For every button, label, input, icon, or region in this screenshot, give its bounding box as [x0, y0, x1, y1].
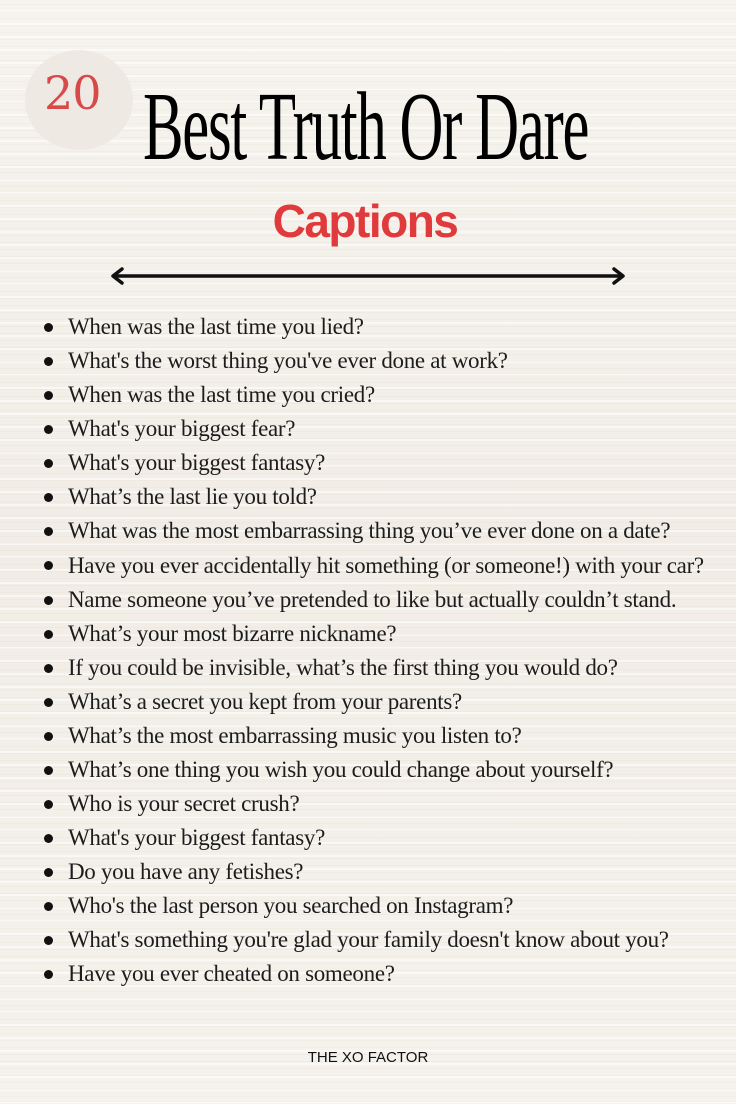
question-text: Have you ever cheated on someone? [68, 961, 395, 986]
bullet-icon [44, 902, 53, 911]
bullet-icon [44, 970, 53, 979]
list-item [40, 344, 720, 378]
bullet-icon [44, 834, 53, 843]
question-text: What was the most embarrassing thing you’ve ever done on a date? [68, 518, 671, 543]
bullet-icon [44, 800, 53, 809]
question-text: What's something you're glad your family doesn't know about you? [68, 927, 669, 952]
question-text: When was the last time you lied? [68, 314, 364, 339]
list-item [40, 923, 720, 957]
count-badge-number: 20 [44, 66, 101, 120]
questions-list [40, 310, 720, 991]
list-item [40, 412, 720, 446]
bullet-icon [44, 561, 53, 570]
question-text: When was the last time you cried? [68, 382, 375, 407]
bullet-icon [44, 732, 53, 741]
question-text: Have you ever accidentally hit something (or someone!) with your car? [68, 553, 704, 578]
bullet-icon [44, 936, 53, 945]
list-item [40, 548, 720, 583]
list-item [40, 787, 720, 821]
list-item [40, 957, 720, 991]
page-title: Best Truth Or Dare [143, 73, 589, 181]
bullet-icon [44, 357, 53, 366]
list-item [40, 583, 720, 617]
list-item [40, 821, 720, 855]
list-item [40, 310, 720, 344]
question-text: What's your biggest fantasy? [68, 825, 325, 850]
question-text: If you could be invisible, what’s the first thing you would do? [68, 655, 618, 680]
bullet-icon [44, 425, 53, 434]
bullet-icon [44, 664, 53, 673]
page-subtitle: Captions [272, 195, 458, 247]
question-text: Name someone you’ve pretended to like but actually couldn’t stand. [68, 587, 677, 612]
question-text: What's the worst thing you've ever done at work? [68, 348, 508, 373]
bullet-icon [44, 630, 53, 639]
double-arrow-divider-icon [110, 266, 626, 286]
question-text: What's your biggest fantasy? [68, 450, 325, 475]
bullet-icon [44, 493, 53, 502]
question-text: What’s the most embarrassing music you listen to? [68, 723, 522, 748]
list-item [40, 378, 720, 412]
list-item [40, 617, 720, 651]
bullet-icon [44, 698, 53, 707]
bullet-icon [44, 459, 53, 468]
bullet-icon [44, 868, 53, 877]
list-item [40, 685, 720, 719]
question-text: What’s your most bizarre nickname? [68, 621, 397, 646]
list-item [40, 753, 720, 787]
question-text: Do you have any fetishes? [68, 859, 304, 884]
question-text: Who's the last person you searched on Instagram? [68, 893, 514, 918]
list-item [40, 514, 720, 548]
list-item [40, 889, 720, 923]
bullet-icon [44, 527, 53, 536]
list-item [40, 719, 720, 753]
question-text: Who is your secret crush? [68, 791, 300, 816]
bullet-icon [44, 391, 53, 400]
list-item [40, 446, 720, 480]
list-item [40, 651, 720, 685]
question-text: What’s a secret you kept from your parents? [68, 689, 462, 714]
bullet-icon [44, 596, 53, 605]
question-text: What's your biggest fear? [68, 416, 296, 441]
question-text: What’s one thing you wish you could change about yourself? [68, 757, 614, 782]
question-text: What’s the last lie you told? [68, 484, 317, 509]
list-item [40, 480, 720, 514]
bullet-icon [44, 323, 53, 332]
bullet-icon [44, 766, 53, 775]
brand-footer: THE XO FACTOR [307, 1049, 429, 1066]
list-item [40, 855, 720, 889]
